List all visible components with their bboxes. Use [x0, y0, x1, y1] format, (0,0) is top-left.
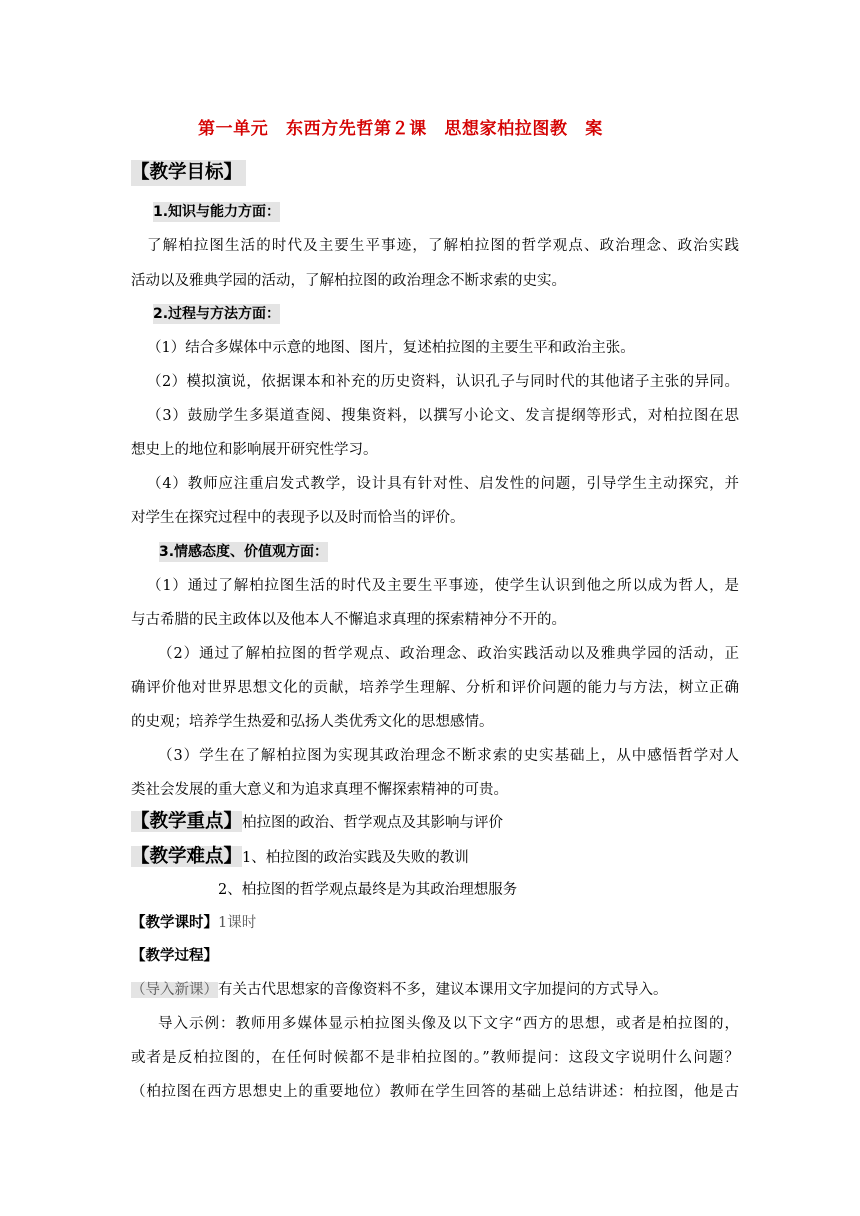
goal2-item4-line1: （4）教师应注重启发式教学，设计具有针对性、启发性的问题，引导学生主动探究，并 — [147, 476, 739, 492]
goal2-item3-line1: （3）鼓励学生多渠道查阅、搜集资料，以撰写小论文、发言提纲等形式，对柏拉图在思 — [147, 408, 739, 424]
document-title: 第一单元 东西方先哲第２课 思想家柏拉图教 案 — [198, 119, 603, 139]
goal3-item3-line1: （3）学生在了解柏拉图为实现其政治理念不断求索的史实基础上，从中感悟哲学对人 — [158, 748, 739, 764]
goal3-item2-line3: 的史观；培养学生热爱和弘扬人类优秀文化的思想感情。 — [131, 714, 494, 730]
goal2-heading: 2.过程与方法方面： — [153, 306, 281, 322]
goal3-heading: 3.情感态度、价值观方面： — [159, 544, 329, 560]
goal2-item3-line2: 想史上的地位和影响展开研究性学习。 — [131, 442, 378, 458]
intro-text: 有关古代思想家的音像资料不多，建议本课用文字加提问的方式导入。 — [218, 982, 668, 998]
difficulty-item2: 2、柏拉图的哲学观点最终是为其政治理想服务 — [218, 882, 518, 898]
goal2-item4-line2: 对学生在探究过程中的表现予以及时而恰当的评价。 — [131, 510, 465, 526]
hours-label: 【教学课时】 — [131, 914, 218, 931]
hours-text: 1课时 — [218, 915, 257, 931]
hours-row — [131, 913, 256, 933]
goal3-item1-line1: （1）通过了解柏拉图生活的时代及主要生平事迹，使学生认识到他之所以成为哲人，是 — [147, 578, 739, 594]
goal3-item2-line2: 确评价他对世界思想文化的贡献，培养学生理解、分析和评价问题的能力与方法，树立正确 — [131, 680, 739, 696]
goal2-item1: （1）结合多媒体中示意的地图、图片，复述柏拉图的主要生平和政治主张。 — [147, 340, 635, 356]
intro-label: （导入新课） — [131, 982, 218, 998]
intro-row — [131, 980, 668, 1000]
example-line1: 导入示例：教师用多媒体显示柏拉图头像及以下文字“西方的思想，或者是柏拉图的， — [158, 1016, 739, 1032]
goal1-text-line1: 了解柏拉图生活的时代及主要生平事迹，了解柏拉图的哲学观点、政治理念、政治实践 — [147, 238, 739, 254]
difficulty-label: 【教学难点】 — [131, 846, 243, 867]
goal3-item2-line1: （2）通过了解柏拉图的哲学观点、政治理念、政治实践活动以及雅典学园的活动，正 — [158, 646, 739, 662]
difficulty-row — [131, 845, 469, 870]
section-heading-teaching-goals: 【教学目标】 — [131, 160, 246, 186]
difficulty-item1: 1、柏拉图的政治实践及失败的教训 — [242, 850, 469, 866]
key-points-text: 柏拉图的政治、哲学观点及其影响与评价 — [242, 815, 504, 831]
goal3-item1-line2: 与古希腊的民主政体以及他本人不懈追求真理的探索精神分不开的。 — [131, 612, 566, 628]
goal1-text-line2: 活动以及雅典学园的活动，了解柏拉图的政治理念不断求索的史实。 — [131, 273, 566, 289]
goal3-item3-line2: 类社会发展的重大意义和为追求真理不懈探索精神的可贵。 — [131, 782, 508, 798]
key-points-row — [131, 810, 503, 835]
key-points-label: 【教学重点】 — [131, 811, 243, 832]
example-line3: （柏拉图在西方思想史上的重要地位）教师在学生回答的基础上总结讲述：柏拉图，他是古 — [131, 1084, 739, 1100]
process-label: 【教学过程】 — [131, 947, 218, 964]
goal1-heading: 1.知识与能力方面： — [153, 204, 281, 220]
example-line2: 或者是反柏拉图的，在任何时候都不是非柏拉图的。”教师提问：这段文字说明什么问题？ — [131, 1050, 739, 1066]
goal2-item2: （2）模拟演说，依据课本和补充的历史资料，认识孔子与同时代的其他诸子主张的异同。 — [147, 374, 739, 390]
